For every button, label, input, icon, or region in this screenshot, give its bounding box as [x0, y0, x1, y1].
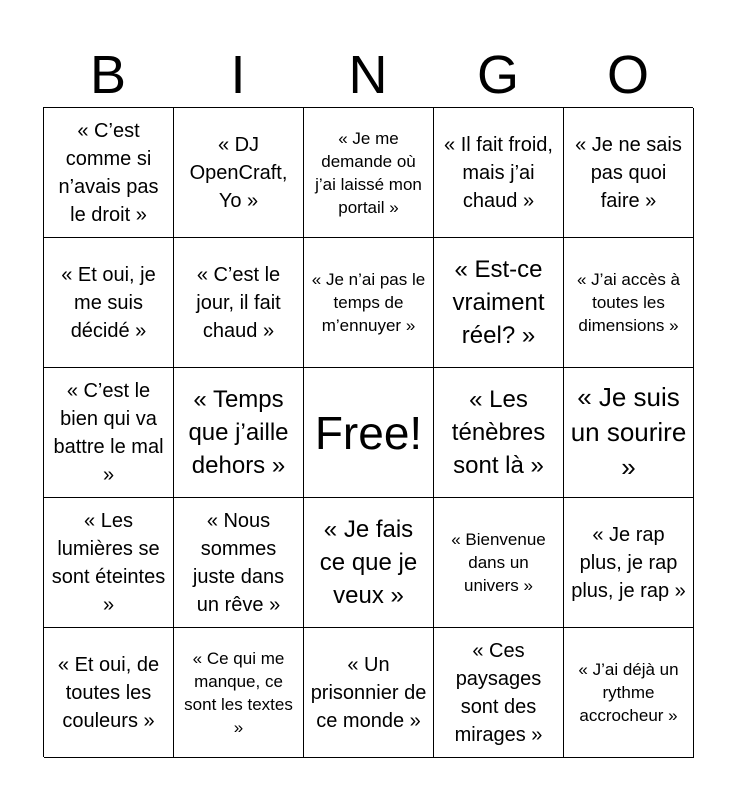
bingo-cell[interactable] [304, 628, 434, 758]
bingo-cell[interactable] [174, 498, 304, 628]
bingo-cell[interactable] [564, 108, 694, 238]
cell-text: « Et oui, de toutes les couleurs » [57, 653, 160, 732]
cell-text: « Et oui, je me suis décidé » [61, 263, 156, 342]
bingo-cell[interactable] [434, 498, 564, 628]
bingo-cell[interactable] [174, 238, 304, 368]
cell-text: « C’est comme si n’avais pas le droit » [58, 119, 159, 226]
free-text: Free! [314, 406, 423, 459]
cell-text: « Les ténèbres sont là » [451, 386, 546, 479]
bingo-grid [43, 107, 693, 757]
cell-text: « Je ne sais pas quoi faire » [575, 133, 682, 212]
header-letter-i: I [230, 45, 246, 105]
cell-text: « Je rap plus, je rap plus, je rap » [571, 523, 686, 602]
cell-text: « C’est le bien qui va battre le mal » [53, 379, 164, 486]
bingo-header [43, 44, 693, 106]
cell-text: « Il fait froid, mais j’ai chaud » [444, 133, 553, 212]
bingo-cell[interactable] [434, 628, 564, 758]
cell-text: « Je suis un sourire » [570, 382, 687, 482]
header-letter-o: O [606, 45, 649, 105]
bingo-cell[interactable] [304, 108, 434, 238]
cell-text: « Est-ce vraiment réel? » [452, 256, 545, 349]
cell-text: « Les lumières se sont éteintes » [51, 509, 166, 616]
header-letter-b: B [89, 45, 127, 105]
cell-text: « Je n’ai pas le temps de m’ennuyer » [311, 270, 426, 335]
bingo-cell[interactable] [44, 108, 174, 238]
bingo-cell[interactable] [174, 628, 304, 758]
bingo-cell[interactable] [304, 238, 434, 368]
cell-text: « Ce qui me manque, ce sont les textes » [184, 648, 293, 737]
bingo-cell[interactable] [434, 238, 564, 368]
bingo-cell[interactable] [564, 238, 694, 368]
bingo-cell[interactable] [44, 498, 174, 628]
cell-text: « Nous sommes juste dans un rêve » [192, 509, 285, 616]
cell-text: « C’est le jour, il fait chaud » [196, 263, 281, 342]
bingo-cell[interactable] [304, 498, 434, 628]
bingo-cell[interactable] [174, 108, 304, 238]
bingo-cell[interactable] [44, 238, 174, 368]
free-cell[interactable] [304, 368, 434, 498]
cell-text: « J’ai accès à toutes les dimensions » [577, 270, 680, 335]
bingo-cell[interactable] [434, 108, 564, 238]
cell-text: « Temps que j’aille dehors » [188, 386, 289, 479]
cell-text: « DJ OpenCraft, Yo » [189, 133, 288, 212]
cell-text: « Bienvenue dans un univers » [451, 530, 546, 595]
cell-text: « Un prisonnier de ce monde » [310, 653, 427, 732]
cell-text: « Ces paysages sont des mirages » [454, 639, 543, 746]
bingo-cell[interactable] [434, 368, 564, 498]
bingo-cell[interactable] [564, 628, 694, 758]
bingo-cell[interactable] [174, 368, 304, 498]
bingo-cell[interactable] [564, 498, 694, 628]
cell-text: « Je me demande où j’ai laissé mon portail » [315, 128, 422, 217]
bingo-cell[interactable] [44, 628, 174, 758]
bingo-cell[interactable] [44, 368, 174, 498]
header-letter-g: G [476, 45, 519, 105]
header-letter-n: N [348, 45, 388, 105]
bingo-cell[interactable] [564, 368, 694, 498]
cell-text: « Je fais ce que je veux » [319, 516, 418, 609]
cell-text: « J’ai déjà un rythme accrocheur » [578, 660, 679, 725]
